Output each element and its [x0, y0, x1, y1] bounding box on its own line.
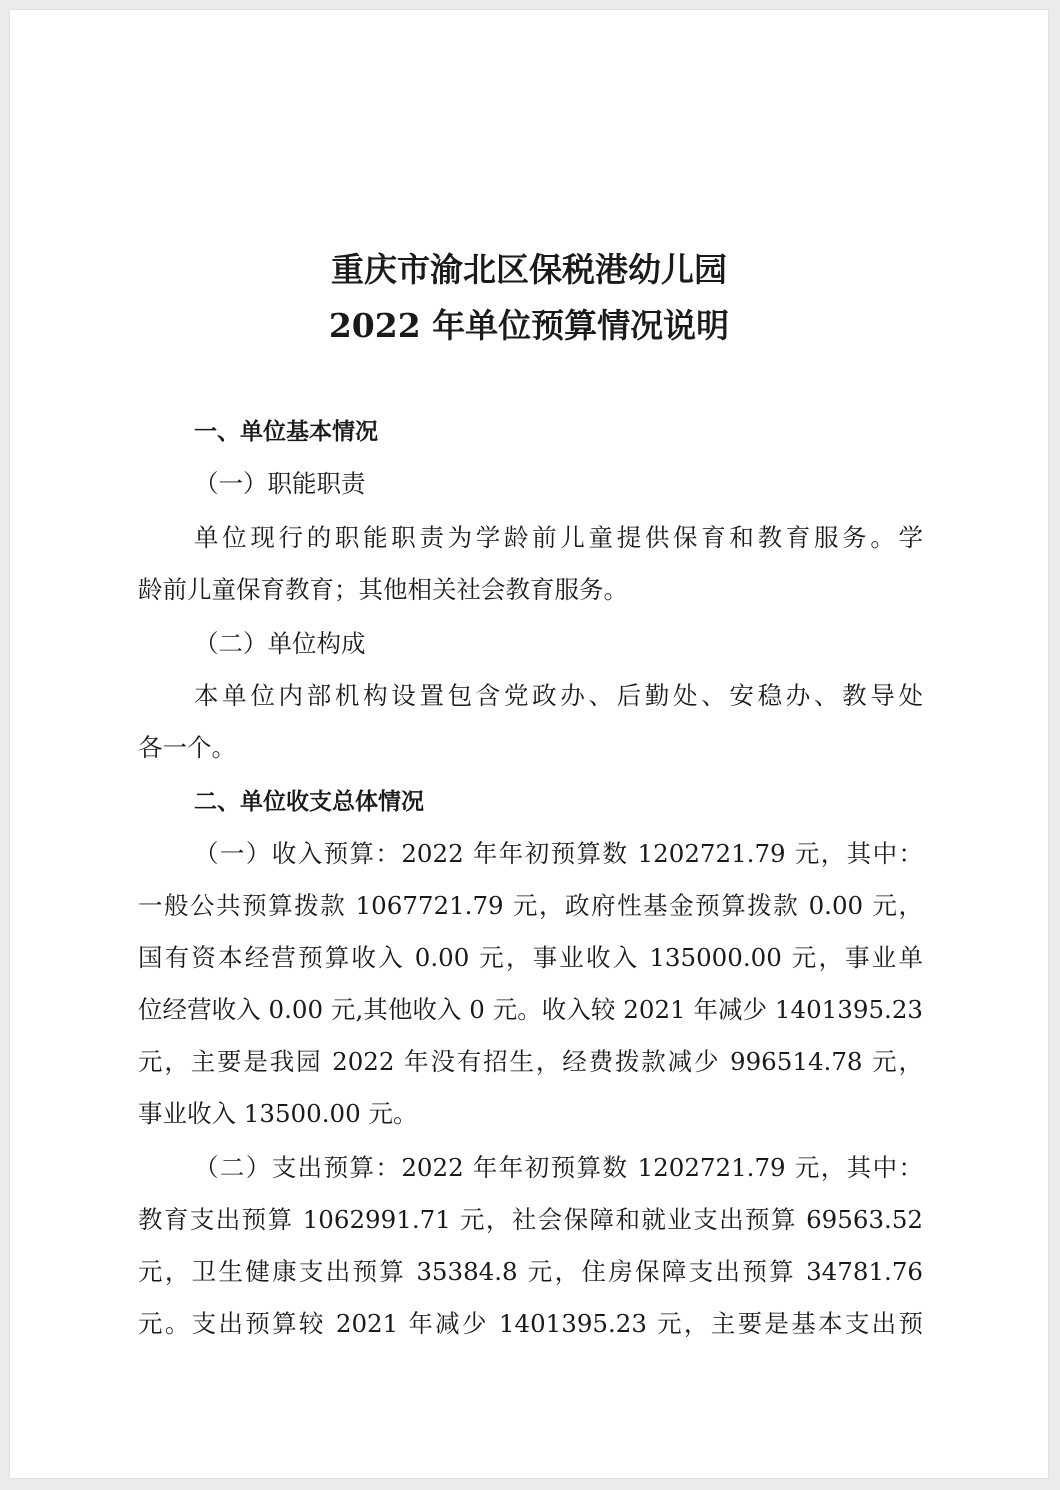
sub2-heading: （二）单位构成 — [194, 629, 366, 658]
income-line-2: 一般公共预算拨款 1067721.79 元，政府性基金预算拨款 0.00 元， — [138, 891, 923, 920]
section1-heading: 一、单位基本情况 — [194, 419, 378, 445]
sub2-text-line2: 各一个。 — [138, 733, 236, 762]
expense-line-4: 元。支出预算较 2021 年减少 1401395.23 元，主要是基本支出预 — [138, 1309, 923, 1338]
sub1-text-line2: 龄前儿童保育教育；其他相关社会教育服务。 — [138, 575, 628, 604]
document-page — [10, 10, 1048, 1478]
income-line-6: 事业收入 13500.00 元。 — [138, 1099, 418, 1128]
document-title-line1: 重庆市渝北区保税港幼儿园 — [331, 250, 727, 289]
income-line-4: 位经营收入 0.00 元,其他收入 0 元。收入较 2021 年减少 1401395.23 — [138, 995, 923, 1024]
sub2-text-line1: 本单位内部机构设置包含党政办、后勤处、安稳办、教导处 — [194, 681, 923, 710]
income-line-5: 元，主要是我园 2022 年没有招生，经费拨款减少 996514.78 元， — [138, 1047, 923, 1076]
income-line-1: （一）收入预算：2022 年年初预算数 1202721.79 元，其中： — [194, 839, 923, 868]
document-title-line2: 2022 年单位预算情况说明 — [328, 306, 730, 345]
sub1-text-line1: 单位现行的职能职责为学龄前儿童提供保育和教育服务。学 — [194, 523, 923, 552]
section2-heading: 二、单位收支总体情况 — [194, 789, 424, 815]
sub1-heading: （一）职能职责 — [194, 469, 366, 498]
income-line-3: 国有资本经营预算收入 0.00 元，事业收入 135000.00 元，事业单 — [138, 943, 923, 972]
expense-line-1: （二）支出预算：2022 年年初预算数 1202721.79 元，其中： — [194, 1153, 923, 1182]
expense-line-2: 教育支出预算 1062991.71 元，社会保障和就业支出预算 69563.52 — [138, 1205, 923, 1234]
expense-line-3: 元，卫生健康支出预算 35384.8 元，住房保障支出预算 34781.76 — [138, 1257, 923, 1286]
